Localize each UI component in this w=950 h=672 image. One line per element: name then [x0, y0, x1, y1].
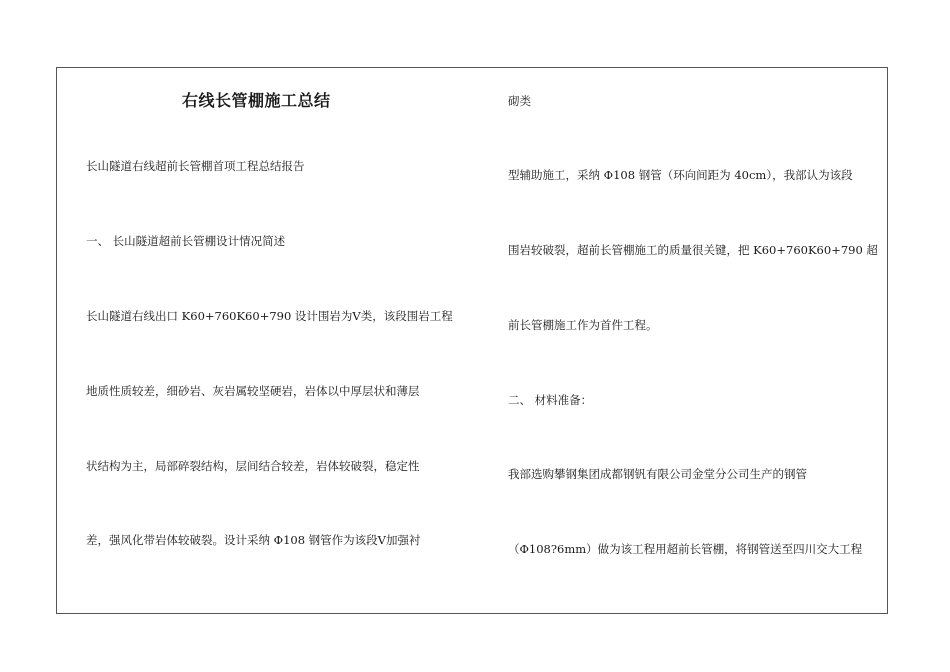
report-heading: 长山隧道右线超前长管棚首项工程总结报告 [86, 159, 305, 173]
paragraph-line: 型辅助施工，采纳 Φ108 钢管（环向间距为 40cm），我部认为该段 [508, 168, 853, 182]
paragraph-line: 状结构为主，局部碎裂结构，层间结合较差，岩体较破裂，稳定性 [86, 459, 420, 473]
paragraph-line: 砌类 [508, 94, 531, 108]
paragraph-line: 我部选购攀钢集团成都钢钒有限公司金堂分公司生产的钢管 [508, 467, 807, 481]
paragraph-line: 差，强风化带岩体较破裂。设计采纳 Φ108 钢管作为该段Ⅴ加强衬 [86, 533, 421, 547]
paragraph-line: 地质性质较差，细砂岩、灰岩属较坚硬岩，岩体以中厚层状和薄层 [86, 384, 420, 398]
page-frame [56, 67, 888, 614]
section-two-heading: 二、 材料准备： [508, 393, 593, 407]
paragraph-line: 围岩较破裂，超前长管棚施工的质量很关键，把 K60+760K60+790 超 [508, 243, 878, 257]
document-title: 右线长管棚施工总结 [182, 91, 331, 110]
paragraph-line: 前长管棚施工作为首件工程。 [508, 318, 658, 332]
section-one-heading: 一、 长山隧道超前长管棚设计情况简述 [86, 234, 286, 248]
paragraph-line: （Φ108?6mm）做为该工程用超前长管棚，将钢管送至四川交大工程 [508, 542, 863, 556]
paragraph-line: 长山隧道右线出口 K60+760K60+790 设计围岩为Ⅴ类，该段围岩工程 [86, 309, 453, 323]
